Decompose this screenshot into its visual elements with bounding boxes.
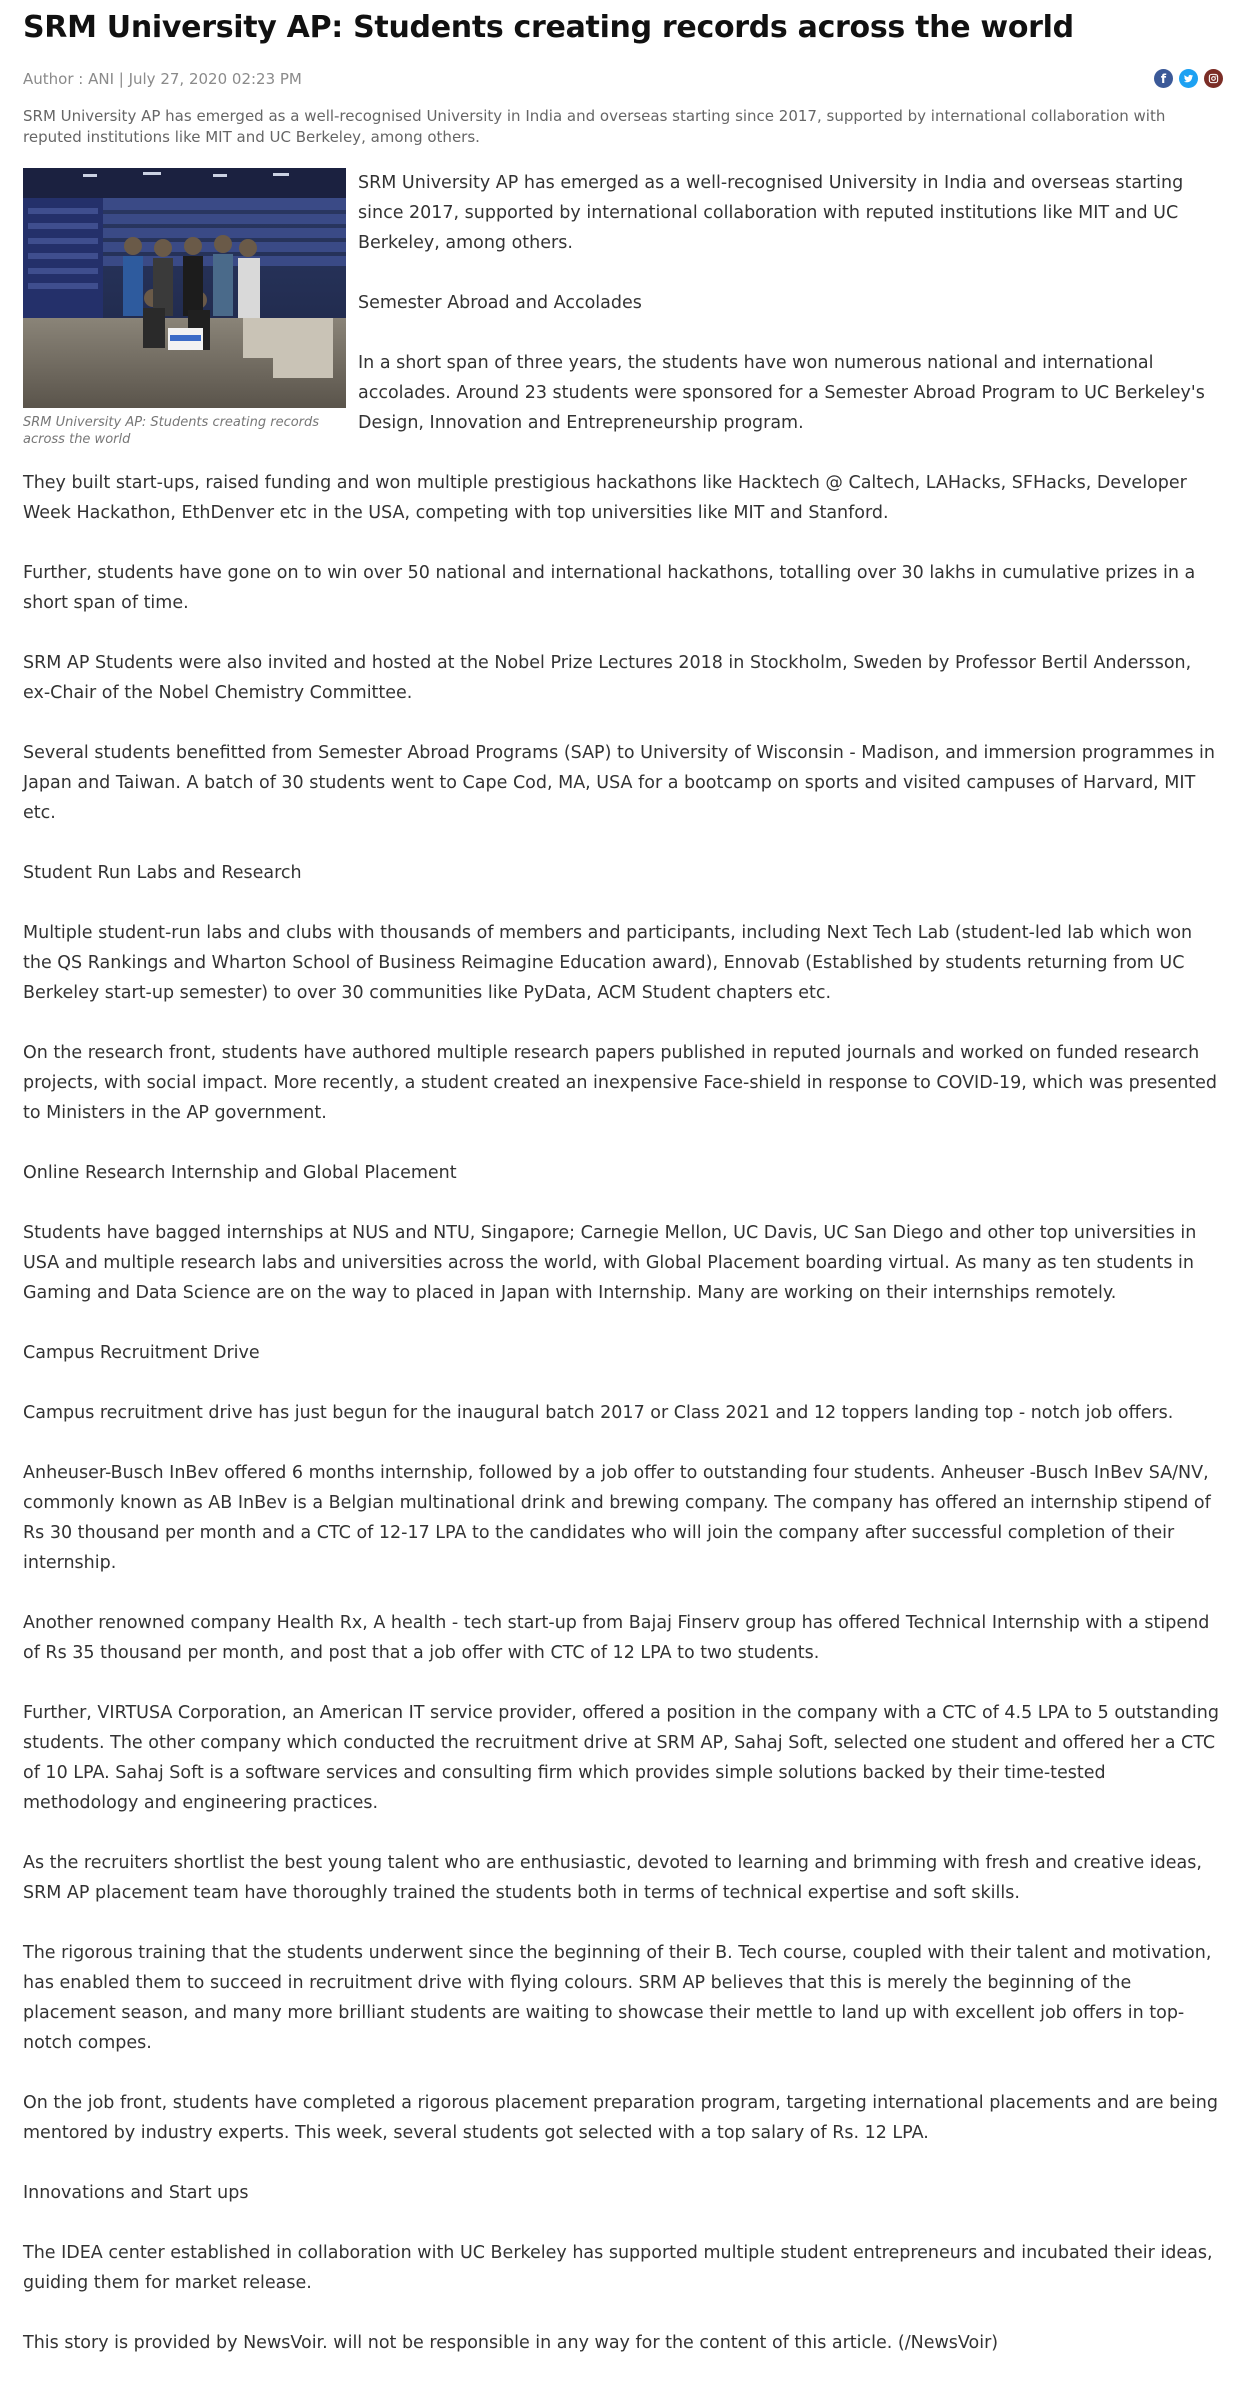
section-heading: Online Research Internship and Global Placement <box>23 1163 457 1183</box>
body-paragraph: Campus recruitment drive has just begun for the inaugural batch 2017 or Class 2021 and 12 toppers landing top - notch job offers. <box>23 1403 1174 1423</box>
twitter-icon[interactable] <box>1179 69 1198 88</box>
body-paragraph: Further, students have gone on to win over 50 national and international hackathons, totalling over 30 lakhs in cumulative prizes in a short span of time. <box>23 563 1196 613</box>
facebook-icon[interactable]: f <box>1154 69 1173 88</box>
body-paragraph: On the job front, students have completed a rigorous placement preparation program, targeting international placements and are being mentored by industry experts. This week, several students got selected with a top salary of Rs. 12 LPA. <box>23 2093 1219 2143</box>
body-paragraph: Several students benefitted from Semester Abroad Programs (SAP) to University of Wisconsin - Madison, and immersion programmes in Japan and Taiwan. A batch of 30 students went to Cape Cod, MA, USA for a bootcamp on sports and visited campuses of Harvard, MIT etc. <box>23 743 1215 823</box>
image-caption: SRM University AP: Students creating records across the world <box>23 415 320 447</box>
article-figure <box>23 168 346 448</box>
author-date-line: Author : ANI | July 27, 2020 02:23 PM <box>23 70 302 88</box>
body-paragraph: Another renowned company Health Rx, A health - tech start-up from Bajaj Finserv group has offered Technical Internship with a stipend of Rs 35 thousand per month, and post that a job offer with CTC of 12 LPA to two students. <box>23 1613 1210 1663</box>
body-paragraph: Students have bagged internships at NUS and NTU, Singapore; Carnegie Mellon, UC Davis, UC San Diego and other top universities in USA and multiple research labs and universities across the world, with Global Placement boarding virtual. As many as ten students in Gaming and Data Science are on the way to placed in Japan with Internship. Many are working on their internships remotely. <box>23 1223 1197 1303</box>
body-paragraph: In a short span of three years, the students have won numerous national and international accolades. Around 23 students were sponsored for a Semester Abroad Program to UC Berkeley's Design, Innovation and Entrepreneurship program. <box>358 353 1205 433</box>
instagram-icon[interactable] <box>1204 69 1223 88</box>
body-paragraph: As the recruiters shortlist the best young talent who are enthusiastic, devoted to learning and brimming with fresh and creative ideas, SRM AP placement team have thoroughly trained the students both in terms of technical expertise and soft skills. <box>23 1853 1202 1903</box>
section-heading: Innovations and Start ups <box>23 2183 249 2203</box>
article-meta-row <box>23 64 1223 94</box>
section-heading: Semester Abroad and Accolades <box>358 293 642 313</box>
body-paragraph: On the research front, students have authored multiple research papers published in reputed journals and worked on funded research projects, with social impact. More recently, a student created an inexpensive Face-shield in response to COVID-19, which was presented to Ministers in the AP government. <box>23 1043 1218 1123</box>
social-share-bar <box>1154 69 1223 88</box>
article-title: SRM University AP: Students creating records across the world <box>23 10 1074 45</box>
body-paragraph: The rigorous training that the students underwent since the beginning of their B. Tech course, coupled with their talent and motivation, has enabled them to succeed in recruitment drive with flying colours. SRM AP believes that this is merely the beginning of the placement season, and many more brilliant students are waiting to showcase their mettle to land up with excellent job offers in top-notch compes. <box>23 1943 1212 2053</box>
article-lede: SRM University AP has emerged as a well-recognised University in India and overseas starting since 2017, supported by international collaboration with reputed institutions like MIT and UC Berkeley, among others. <box>23 107 1166 146</box>
article-body <box>23 168 1223 2388</box>
body-paragraph: SRM AP Students were also invited and hosted at the Nobel Prize Lectures 2018 in Stockholm, Sweden by Professor Bertil Andersson, ex-Chair of the Nobel Chemistry Committee. <box>23 653 1192 703</box>
section-heading: Campus Recruitment Drive <box>23 1343 260 1363</box>
body-paragraph: Multiple student-run labs and clubs with thousands of members and participants, including Next Tech Lab (student-led lab which won the QS Rankings and Wharton School of Business Reimagine Education award), Ennovab (Established by students returning from UC Berkeley start-up semester) to over 30 communities like PyData, ACM Student chapters etc. <box>23 923 1193 1003</box>
body-paragraph: Anheuser-Busch InBev offered 6 months internship, followed by a job offer to outstanding four students. Anheuser -Busch InBev SA/NV, commonly known as AB InBev is a Belgian multinational drink and brewing company. The company has offered an internship stipend of Rs 30 thousand per month and a CTC of 12-17 LPA to the candidates who will join the company after successful completion of their internship. <box>23 1463 1211 1573</box>
source-note: This story is provided by NewsVoir. will not be responsible in any way for the content of this article. (/NewsVoir) <box>23 2333 999 2353</box>
article-photo <box>23 168 346 408</box>
body-paragraph: The IDEA center established in collaboration with UC Berkeley has supported multiple student entrepreneurs and incubated their ideas, guiding them for market release. <box>23 2243 1213 2293</box>
body-paragraph: SRM University AP has emerged as a well-recognised University in India and overseas starting since 2017, supported by international collaboration with reputed institutions like MIT and UC Berkeley, among others. <box>358 173 1184 253</box>
body-paragraph: Further, VIRTUSA Corporation, an American IT service provider, offered a position in the company with a CTC of 4.5 LPA to 5 outstanding students. The other company which conducted the recruitment drive at SRM AP, Sahaj Soft, selected one student and offered her a CTC of 10 LPA. Sahaj Soft is a software services and consulting firm which provides simple solutions backed by their time-tested methodology and engineering practices. <box>23 1703 1219 1813</box>
body-paragraph: They built start-ups, raised funding and won multiple prestigious hackathons like Hacktech @ Caltech, LAHacks, SFHacks, Developer Week Hackathon, EthDenver etc in the USA, competing with top universities like MIT and Stanford. <box>23 473 1187 523</box>
section-heading: Student Run Labs and Research <box>23 863 302 883</box>
